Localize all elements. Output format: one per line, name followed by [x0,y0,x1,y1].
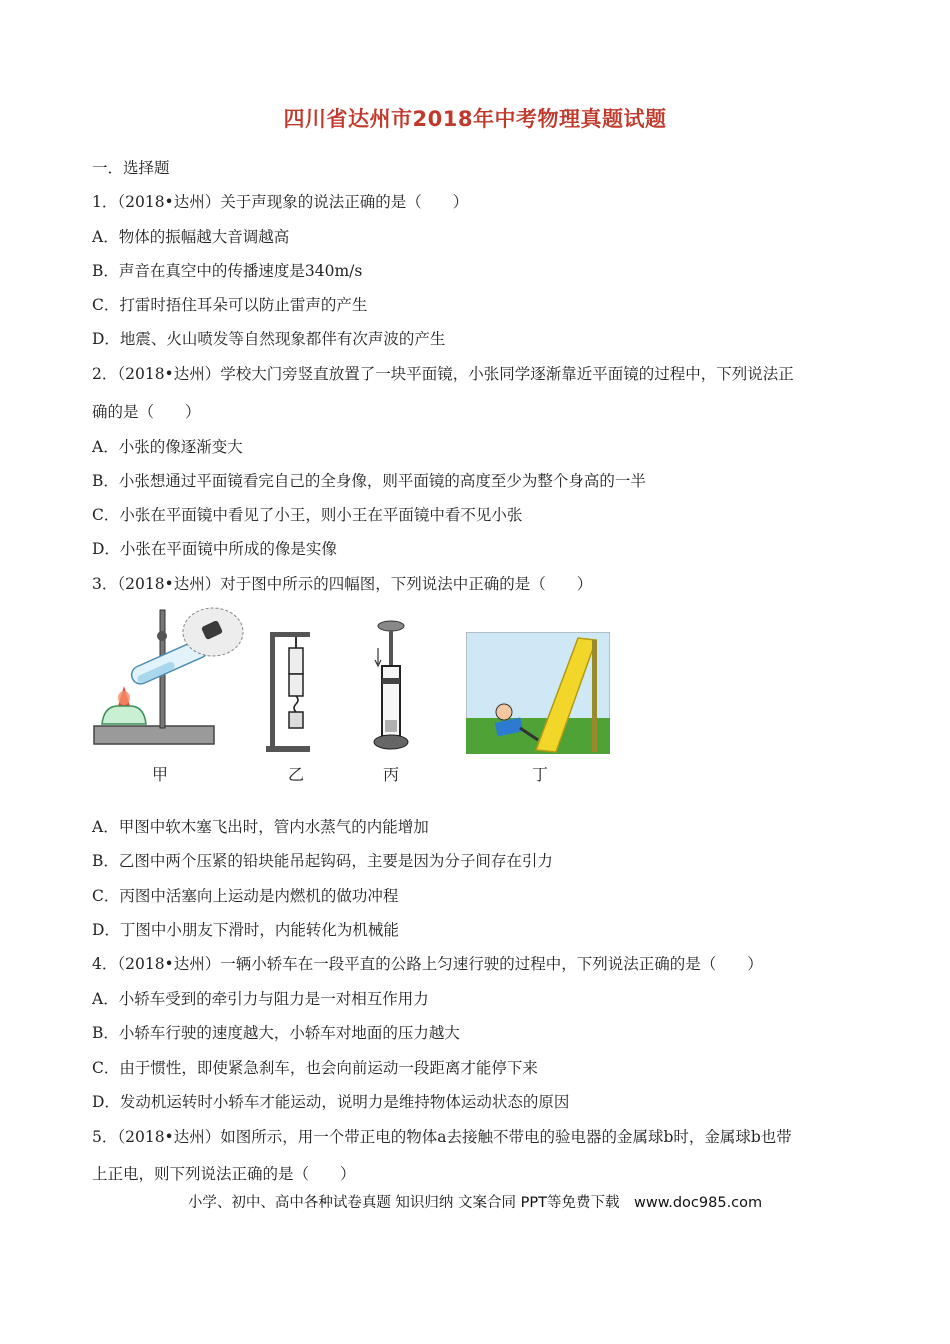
figure-jia-test-tube-cork [88,606,258,751]
question-2-option-a: A．小张的像逐渐变大 [92,438,243,456]
question-1-option-a: A．物体的振幅越大音调越高 [92,228,290,246]
frame-arm [270,632,310,637]
stand-clamp [157,631,167,641]
question-3-stem: 3．（2018•达州）对于图中所示的四幅图，下列说法中正确的是（ ） [92,575,593,593]
question-1-option-b: B．声音在真空中的传播速度是340m/s [92,262,363,280]
figure-caption-ding: 丁 [531,765,548,784]
question-2-option-d: D．小张在平面镜中所成的像是实像 [92,540,337,558]
question-2-option-c: C．小张在平面镜中看见了小王，则小王在平面镜中看不见小张 [92,506,523,524]
question-5-stem-line2: 上正电，则下列说法正确的是（ ） [92,1165,356,1183]
question-4-option-c: C．由于惯性，即使紧急刹车，也会向前运动一段距离才能停下来 [92,1059,538,1077]
figure-caption-jia: 甲 [151,765,168,784]
question-4-stem: 4．（2018•达州）一辆小轿车在一段平直的公路上匀速行驶的过程中，下列说法正确的是（ ） [92,955,763,973]
frame-base [266,746,310,752]
question-2-stem-line1: 2．（2018•达州）学校大门旁竖直放置了一块平面镜，小张同学逐渐靠近平面镜的过程中，下列说法正 [92,365,794,383]
piston [382,678,400,684]
stand-base [94,726,214,744]
child-head [496,704,512,720]
section-heading: 一．选择题 [92,159,170,177]
question-3-option-a: A．甲图中软木塞飞出时，管内水蒸气的内能增加 [92,818,429,836]
question-4-option-a: A．小轿车受到的牵引力与阻力是一对相互作用力 [92,990,429,1008]
cylinder-base [374,735,408,749]
question-4-option-d: D．发动机运转时小轿车才能运动，说明力是维持物体运动状态的原因 [92,1093,570,1111]
question-2-stem-line2: 确的是（ ） [92,403,201,421]
lead-block-top [289,648,303,674]
slide-post [592,640,597,752]
figure-yi-lead-blocks [264,628,324,756]
question-3-option-c: C．丙图中活塞向上运动是内燃机的做功冲程 [92,887,399,905]
figure-caption-yi: 乙 [287,765,304,784]
lead-block-bottom [289,674,303,696]
alcohol-lamp [102,706,146,724]
piston-handle [378,621,404,631]
hook-weight [289,712,303,728]
figure-caption-bing: 丙 [382,765,399,784]
hook [294,696,298,712]
question-4-option-b: B．小轿车行驶的速度越大，小轿车对地面的压力越大 [92,1024,460,1042]
figure-ding-slide [466,632,610,754]
figure-bing-piston-cylinder [370,620,412,756]
page-footer: 小学、初中、高中各种试卷真题 知识归纳 文案合同 PPT等免费下载 www.doc985.com [187,1195,763,1211]
piston-rod [389,630,393,666]
question-3-option-d: D．丁图中小朋友下滑时，内能转化为机械能 [92,921,399,939]
question-1-stem: 1．（2018•达州）关于声现象的说法正确的是（ ） [92,193,469,211]
question-1-option-d: D．地震、火山喷发等自然现象都伴有次声波的产生 [92,330,446,348]
frame-post [270,632,275,748]
question-1-option-c: C．打雷时捂住耳朵可以防止雷声的产生 [92,296,368,314]
question-5-stem-line1: 5．（2018•达州）如图所示，用一个带正电的物体a去接触不带电的验电器的金属球b时，金属球b也带 [92,1128,792,1146]
document-title: 四川省达州市2018年中考物理真题试题 [283,107,667,131]
question-2-option-b: B．小张想通过平面镜看完自己的全身像，则平面镜的高度至少为整个身高的一半 [92,472,646,490]
question-3-option-b: B．乙图中两个压紧的铅块能吊起钩码，主要是因为分子间存在引力 [92,852,553,870]
